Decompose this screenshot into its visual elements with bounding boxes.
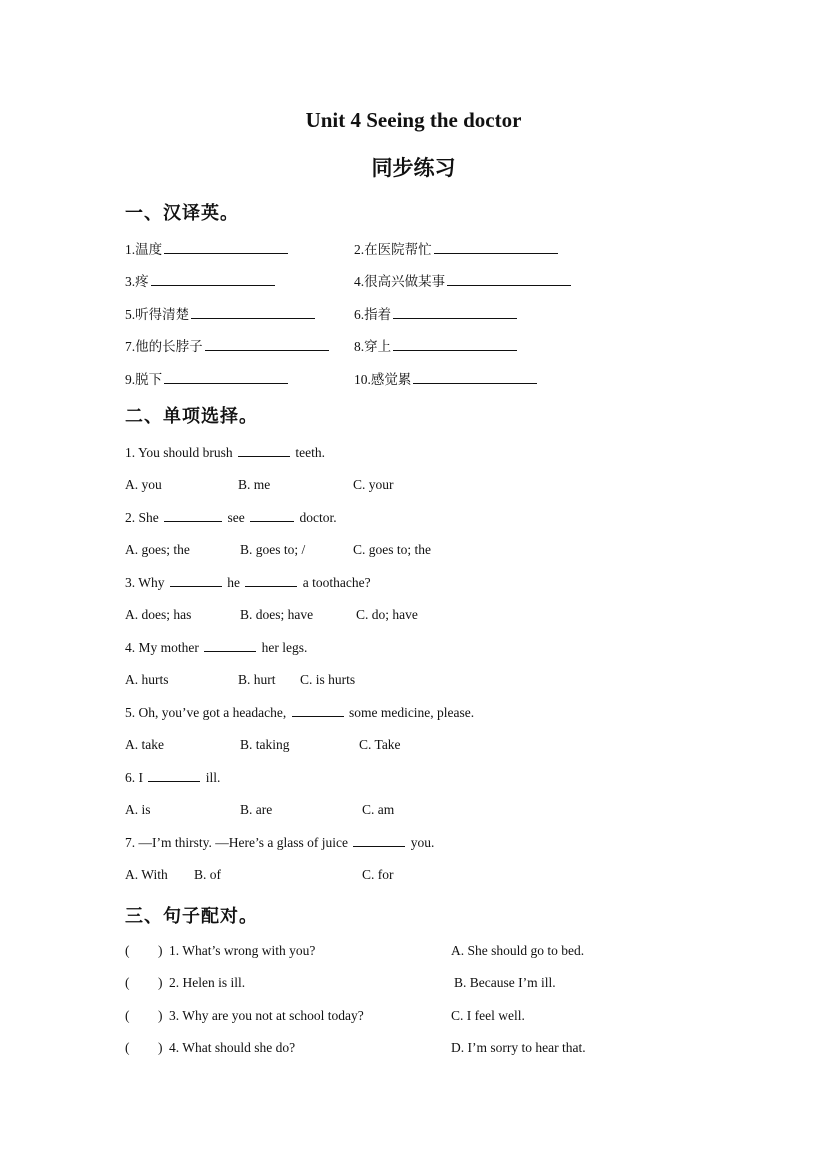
question-text: teeth. (292, 445, 326, 460)
vocab-item-10 (354, 368, 539, 388)
answer-blank[interactable] (393, 306, 517, 319)
vocab-label: 9.脱下 (125, 372, 163, 387)
match-open-paren: ( (125, 1040, 130, 1055)
vocab-label: 7.他的长脖子 (125, 339, 203, 354)
vocab-item-1 (125, 238, 290, 258)
option-3a: A. does; has (125, 607, 192, 622)
match-close-paren: ) (158, 943, 163, 958)
option-6a: A. is (125, 802, 151, 817)
question-text: 2. She (125, 510, 163, 525)
answer-blank[interactable] (205, 338, 329, 351)
option-5a: A. take (125, 737, 164, 752)
option-5c: C. Take (359, 737, 401, 752)
question-text: some medicine, please. (345, 705, 475, 720)
question-6 (125, 769, 220, 786)
question-text: 5. Oh, you’ve got a headache, (125, 705, 290, 720)
page-title: Unit 4 Seeing the doctor (305, 108, 522, 132)
answer-blank[interactable] (191, 306, 315, 319)
question-text: you. (407, 835, 435, 850)
answer-blank[interactable] (164, 241, 288, 254)
vocab-item-3 (125, 270, 277, 290)
match-close-paren: ) (158, 975, 163, 990)
question-2 (125, 509, 337, 526)
option-5b: B. taking (240, 737, 290, 752)
match-open-paren: ( (125, 975, 130, 990)
vocab-item-6 (354, 303, 519, 323)
match-left-4: 4. What should she do? (169, 1040, 296, 1055)
match-left-1: 1. What’s wrong with you? (169, 943, 316, 958)
section-1-heading: 一、汉译英。 (125, 203, 239, 223)
match-right-a: A. She should go to bed. (451, 943, 585, 958)
vocab-item-7 (125, 335, 331, 355)
match-open-paren: ( (125, 943, 130, 958)
question-text: a toothache? (299, 575, 371, 590)
option-7b: B. of (194, 867, 221, 882)
question-text: her legs. (258, 640, 308, 655)
match-close-paren: ) (158, 1008, 163, 1023)
vocab-label: 1.温度 (125, 242, 163, 257)
question-3 (125, 574, 371, 591)
match-left-2: 2. Helen is ill. (169, 975, 246, 990)
match-right-c: C. I feel well. (451, 1008, 525, 1023)
question-text: doctor. (296, 510, 337, 525)
answer-blank[interactable] (148, 769, 200, 782)
answer-blank[interactable] (151, 273, 275, 286)
answer-blank[interactable] (204, 639, 256, 652)
question-4 (125, 639, 307, 656)
vocab-label: 6.指着 (354, 307, 392, 322)
vocab-label: 3.疼 (125, 274, 149, 289)
section-3-heading: 三、句子配对。 (125, 906, 258, 926)
question-text: ill. (202, 770, 221, 785)
vocab-item-5 (125, 303, 317, 323)
option-6c: C. am (362, 802, 395, 817)
answer-blank[interactable] (353, 834, 405, 847)
option-1a: A. you (125, 477, 162, 492)
option-2a: A. goes; the (125, 542, 190, 557)
match-right-b: B. Because I’m ill. (454, 975, 556, 990)
option-4a: A. hurts (125, 672, 169, 687)
answer-blank[interactable] (393, 338, 517, 351)
vocab-item-2 (354, 238, 560, 258)
question-text: see (224, 510, 249, 525)
answer-blank[interactable] (292, 704, 344, 717)
question-text: 3. Why (125, 575, 168, 590)
vocab-label: 4.很高兴做某事 (354, 274, 446, 289)
question-text: 1. You should brush (125, 445, 237, 460)
answer-blank[interactable] (238, 444, 290, 457)
answer-blank[interactable] (170, 574, 222, 587)
vocab-label: 2.在医院帮忙 (354, 242, 432, 257)
vocab-item-4 (354, 270, 573, 290)
option-7c: C. for (362, 867, 394, 882)
question-text: he (223, 575, 244, 590)
option-3c: C. do; have (356, 607, 418, 622)
answer-blank[interactable] (245, 574, 297, 587)
option-1c: C. your (353, 477, 394, 492)
vocab-label: 8.穿上 (354, 339, 392, 354)
answer-blank[interactable] (164, 371, 288, 384)
question-5 (125, 704, 474, 721)
option-4c: C. is hurts (300, 672, 356, 687)
match-left-3: 3. Why are you not at school today? (169, 1008, 364, 1023)
question-1 (125, 444, 325, 461)
question-7 (125, 834, 434, 851)
answer-blank[interactable] (164, 509, 222, 522)
option-7a: A. With (125, 867, 168, 882)
answer-blank[interactable] (447, 273, 571, 286)
vocab-item-8 (354, 335, 519, 355)
option-3b: B. does; have (240, 607, 314, 622)
question-text: 4. My mother (125, 640, 203, 655)
answer-blank[interactable] (413, 371, 537, 384)
page-subtitle: 同步练习 (371, 156, 456, 180)
match-close-paren: ) (158, 1040, 163, 1055)
match-right-d: D. I’m sorry to hear that. (451, 1040, 586, 1055)
option-1b: B. me (238, 477, 271, 492)
answer-blank[interactable] (250, 509, 294, 522)
option-2b: B. goes to; / (240, 542, 306, 557)
question-text: 7. —I’m thirsty. —Here’s a glass of juice (125, 835, 352, 850)
vocab-label: 5.听得清楚 (125, 307, 190, 322)
section-2-heading: 二、单项选择。 (125, 406, 258, 426)
answer-blank[interactable] (434, 241, 558, 254)
option-6b: B. are (240, 802, 273, 817)
vocab-label: 10.感觉累 (354, 372, 412, 387)
option-2c: C. goes to; the (353, 542, 431, 557)
option-4b: B. hurt (238, 672, 276, 687)
question-text: 6. I (125, 770, 147, 785)
match-open-paren: ( (125, 1008, 130, 1023)
vocab-item-9 (125, 368, 290, 388)
